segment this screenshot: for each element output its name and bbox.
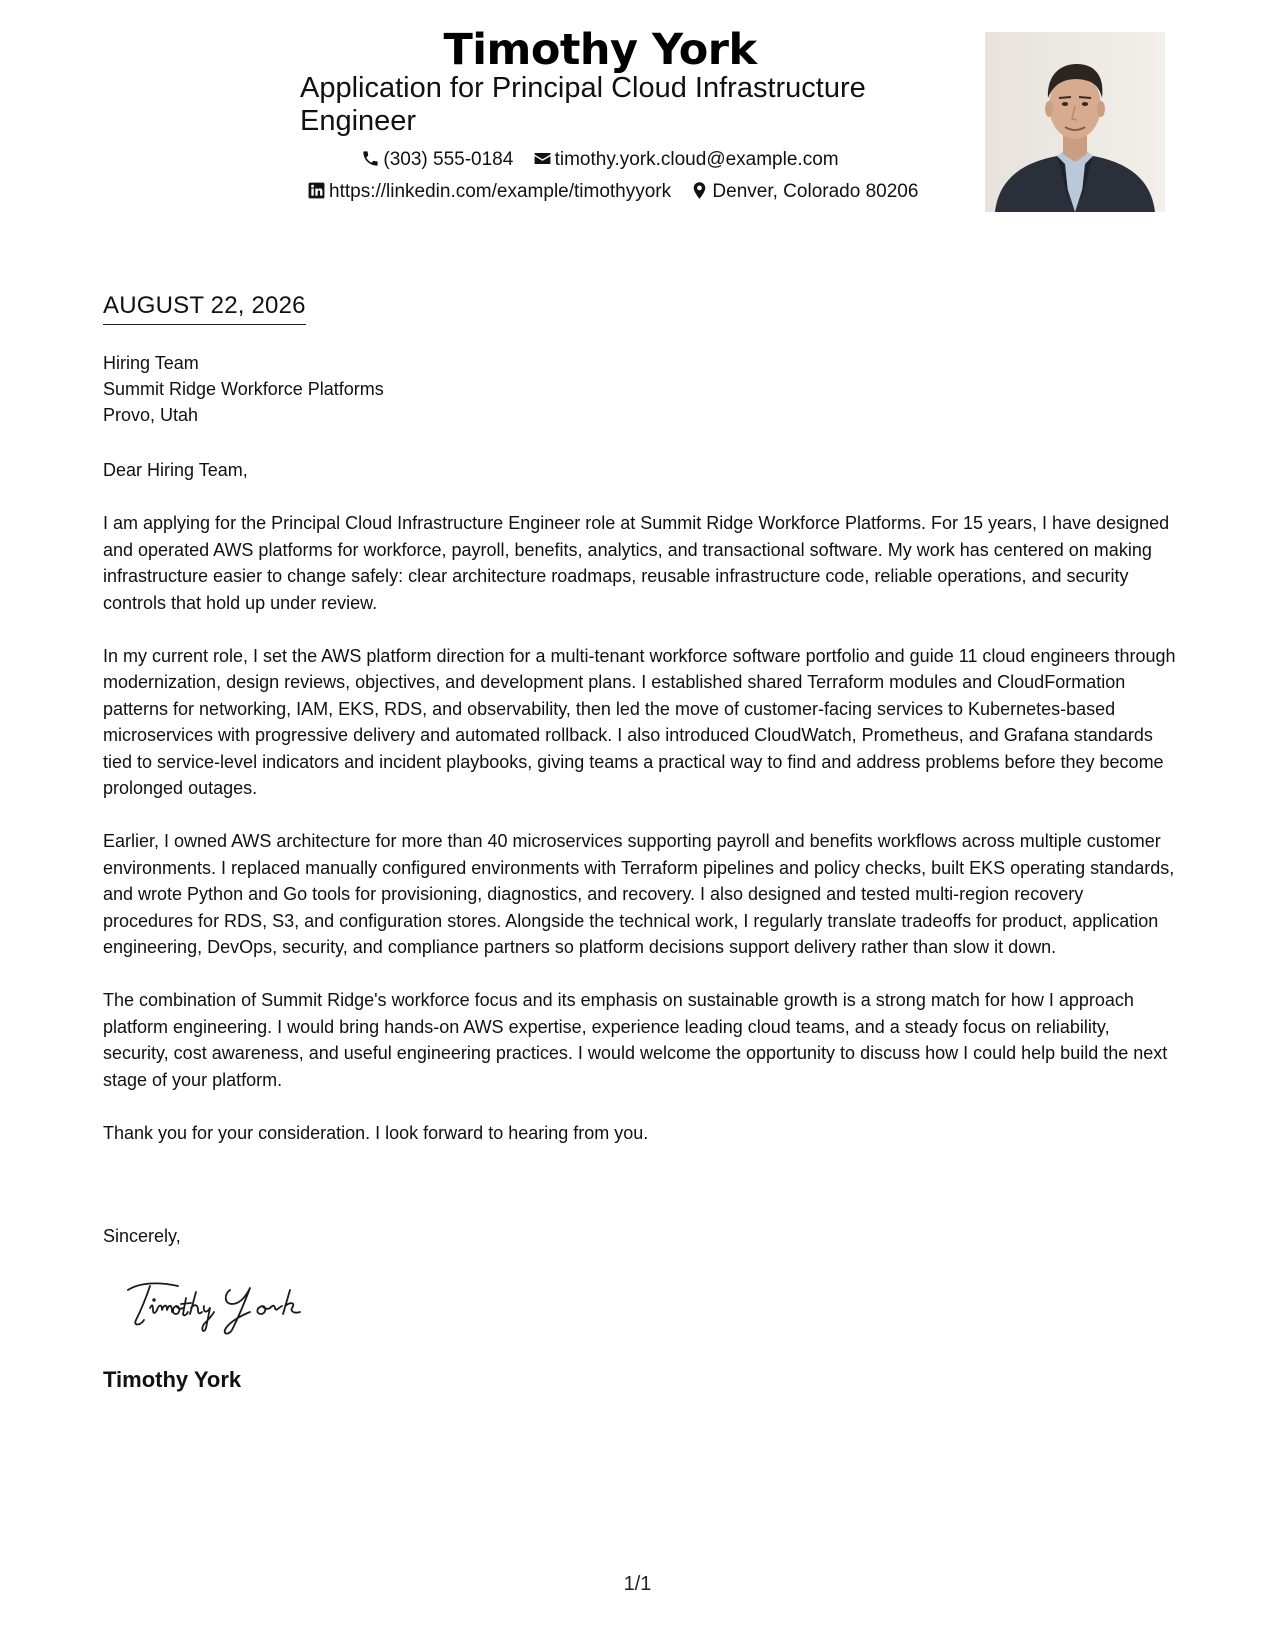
applicant-name: Timothy York (443, 25, 757, 75)
envelope-icon (533, 149, 555, 170)
closing: Sincerely, (103, 1226, 181, 1246)
body-paragraph: In my current role, I set the AWS platform direction for a multi-tenant workforce software portfolio and guide 11 cloud engineers through modernization, design reviews, objectives, and development plans. I established shared Terraform modules and CloudFormation patterns for networking, IAM, EKS, RDS, and observability, then led the move of customer-facing services to Kubernetes-based microservices with progressive delivery and automated rollback. I also introduced CloudWatch, Prometheus, and Grafana standards tied to service-level indicators and incident playbooks, giving teams a practical way to find and address problems before they become prolonged outages. (103, 645, 1176, 798)
phone-text: (303) 555-0184 (383, 149, 514, 170)
contact-linkedin (307, 180, 671, 204)
contact-location (690, 180, 918, 204)
letter-body (103, 457, 1178, 1173)
contact-line-2 (300, 180, 919, 204)
salutation: Dear Hiring Team, (103, 460, 248, 480)
handwritten-signature (120, 1268, 360, 1348)
location-text: Denver, Colorado 80206 (712, 181, 919, 202)
linkedin-icon (307, 181, 329, 202)
recipient-line: Hiring Team (103, 353, 199, 373)
body-paragraph: I am applying for the Principal Cloud Infrastructure Engineer role at Summit Ridge Workforce Platforms. For 15 years, I have designed and operated AWS platforms for workforce, payroll, benefits, analytics, and transactional software. My work has centered on making infrastructure easier to change safely: clear architecture roadmaps, reusable infrastructure code, reliable operations, and security controls that hold up under review. (103, 513, 1170, 613)
phone-icon (361, 149, 383, 170)
application-subtitle: Application for Principal Cloud Infrastructure Engineer (300, 72, 866, 137)
recipient-block (103, 350, 384, 428)
contact-phone (361, 148, 513, 172)
page-number: 1/1 (623, 1573, 652, 1595)
recipient-company: Summit Ridge Workforce Platforms (103, 379, 384, 399)
recipient-location: Provo, Utah (103, 405, 199, 425)
email-text: timothy.york.cloud@example.com (554, 149, 839, 170)
body-paragraph: The combination of Summit Ridge's workforce focus and its emphasis on sustainable growth is a strong match for how I approach platform engineering. I would bring hands-on AWS expertise, experience leading cloud teams, and a steady focus on reliability, security, cost awareness, and useful engineering practices. I would welcome the opportunity to discuss how I could help build the next stage of your platform. (103, 990, 1168, 1090)
body-paragraph: Earlier, I owned AWS architecture for more than 40 microservices supporting payroll and benefits workflows across multiple customer environments. I replaced manually configured environments with Terraform pipelines and policy checks, built EKS operating standards, and wrote Python and Go tools for provisioning, diagnostics, and recovery. I also designed and tested multi-region recovery procedures for RDS, S3, and configuration stores. Alongside the technical work, I regularly translate tradeoffs for product, application engineering, DevOps, security, and compliance partners so platform decisions support delivery rather than slow it down. (103, 831, 1175, 957)
applicant-photo (985, 32, 1165, 212)
map-marker-icon (690, 181, 712, 202)
contact-line-1 (300, 148, 900, 172)
contact-email (533, 148, 839, 172)
body-paragraph: Thank you for your consideration. I look forward to hearing from you. (103, 1122, 649, 1143)
linkedin-text: https://linkedin.com/example/timothyyork (329, 181, 672, 202)
signed-name: Timothy York (103, 1367, 242, 1392)
letter-date: AUGUST 22, 2026 (103, 290, 306, 325)
